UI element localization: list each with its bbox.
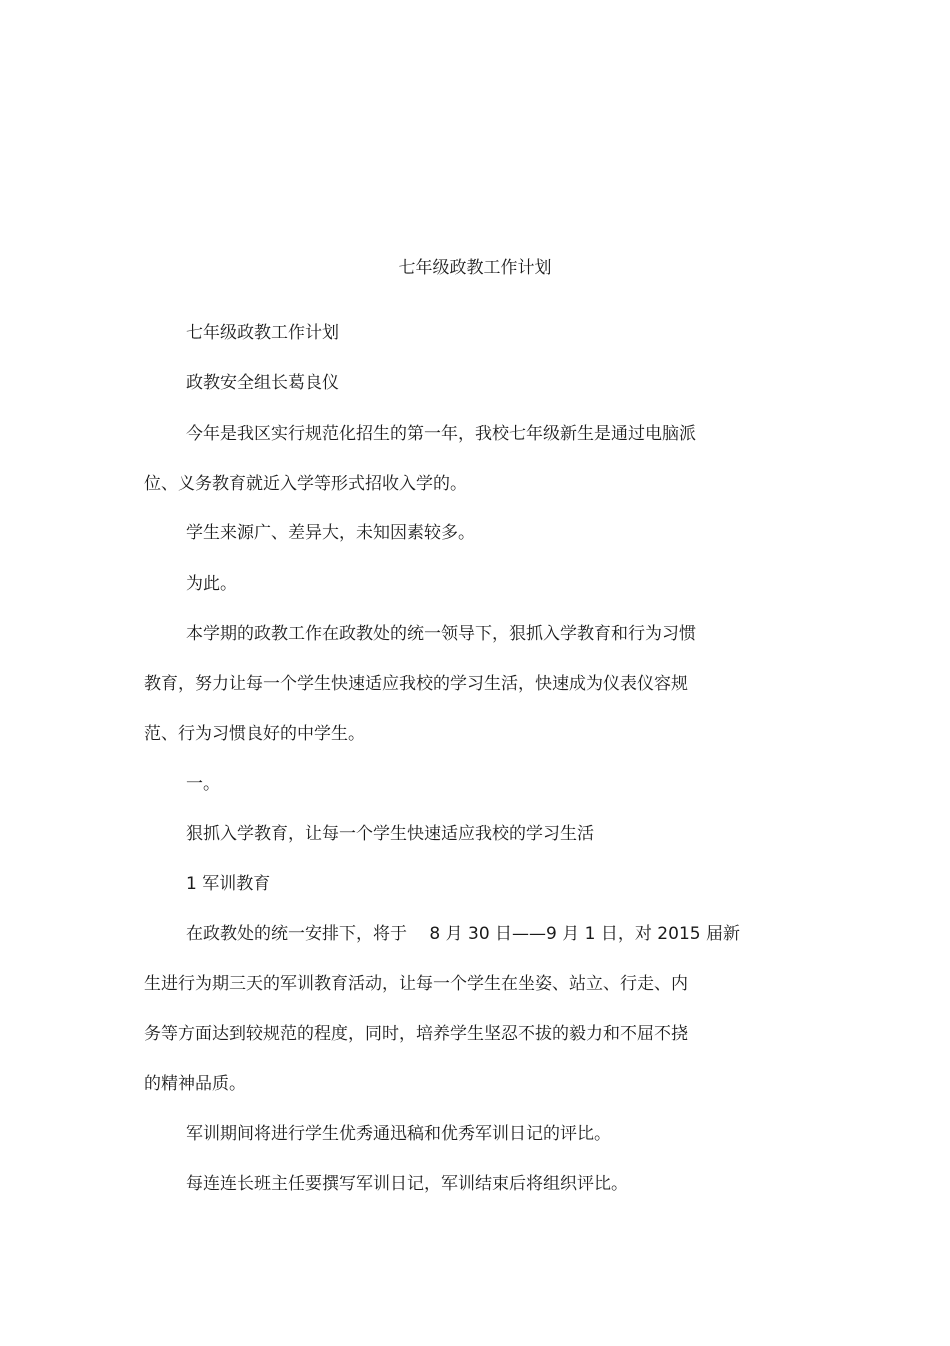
document-title: 七年级政教工作计划: [398, 258, 552, 278]
subtitle-line: 七年级政教工作计划: [186, 323, 339, 343]
paragraph-line: 务等方面达到较规范的程度，同时，培养学生坚忍不拔的毅力和不屈不挠: [144, 1024, 688, 1044]
paragraph-line: 每连连长班主任要撰写军训日记，军训结束后将组织评比。: [186, 1174, 628, 1194]
paragraph-line: 军训期间将进行学生优秀通迅稿和优秀军训日记的评比。: [186, 1124, 611, 1144]
paragraph-line: 教育，努力让每一个学生快速适应我校的学习生活，快速成为仪表仪容规: [144, 674, 688, 694]
paragraph-line: 今年是我区实行规范化招生的第一年，我校七年级新生是通过电脑派: [186, 424, 696, 444]
subsection-heading: 1 军训教育: [186, 874, 271, 894]
section-number: 一。: [186, 774, 220, 794]
paragraph-line: 为此。: [186, 574, 237, 594]
paragraph-line: 位、义务教育就近入学等形式招收入学的。: [144, 474, 467, 494]
author-line: 政教安全组长葛良仪: [186, 373, 339, 393]
paragraph-line: 范、行为习惯良好的中学生。: [144, 724, 365, 744]
paragraph-line: 生进行为期三天的军训教育活动，让每一个学生在坐姿、站立、行走、内: [144, 974, 688, 994]
paragraph-line: 本学期的政教工作在政教处的统一领导下，狠抓入学教育和行为习惯: [186, 624, 696, 644]
paragraph-line: 学生来源广、差异大，未知因素较多。: [186, 523, 475, 543]
section-heading: 狠抓入学教育，让每一个学生快速适应我校的学习生活: [186, 824, 594, 844]
paragraph-line: 在政教处的统一安排下，将于 8 月 30 日——9 月 1 日，对 2015 届新: [186, 924, 740, 944]
paragraph-line: 的精神品质。: [144, 1074, 246, 1094]
